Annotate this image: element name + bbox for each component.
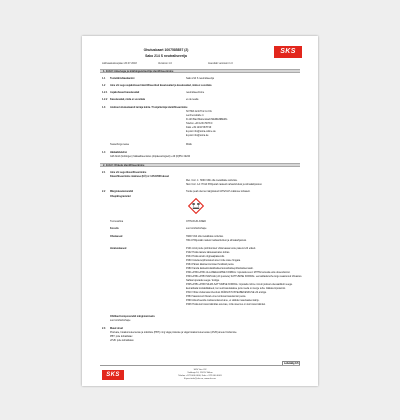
- page-number: Lehekülg 1/6: [284, 362, 299, 365]
- supplier-email[interactable]: E-post info@sotra.de: [186, 134, 209, 137]
- precaution-statement: P280 Kanda kaitsekindaid/kaitseriietust/kaitseprille/kaitsemaski.: [186, 267, 254, 270]
- emergency-label: Hädaabitelefon: [110, 151, 128, 154]
- hazard-statement: H314 Põhjustab raskeid nahasöövitusi ja silmakahjustusi.: [186, 239, 247, 242]
- row-label: Asjakohased kasutusalad: [110, 91, 140, 94]
- revision-date: Läbivaatuskuupäev 26.07.2018: [102, 62, 137, 65]
- contact-label: Teave/Kogu teave: [110, 143, 130, 146]
- precaution-statement: P305+P351+P338 SILMA SATTUMISE KORRAL: loputada mitme minuti jooksul ettevaatlikult veega.: [186, 283, 293, 286]
- sds-page: [82, 36, 318, 386]
- row-num: 2.1: [102, 171, 106, 174]
- product-name: Sako 214 S neutraliseerija: [145, 54, 187, 58]
- supplier-line: Telefon +49 1234 5678 0: [186, 122, 213, 125]
- version: Versioon 1.0: [158, 62, 172, 65]
- row-value: Sako 214 S neutraliseerija: [186, 77, 214, 80]
- precaution-statement: P310 Võtta viivitamata ühendust MÜRGISTUSTEABEKESKUSE või arstiga.: [186, 291, 267, 294]
- precaution-statement: P234 Hoida ainult originaalpakendis.: [186, 255, 225, 258]
- supplier-email[interactable]: E-post info@sotra-online.de: [186, 130, 216, 133]
- sks-footer-logo: SKS: [102, 370, 124, 380]
- emergency-phone: GIZ-Nord (Göttingen) hädaabiteenistus (ööpäevaringselt) +49 (0)551 19240: [110, 155, 191, 158]
- row-label: Klassifitseerimine määruse (EÜ) nr 1272/2008 alusel: [110, 175, 170, 178]
- row-label: Tootetähis/kaubanimi: [110, 77, 135, 80]
- footer-company: SKS Viro OÜ: [193, 369, 207, 371]
- precaution-statement: P406 Hoida korrosioonikindlas anumas, mille sisemus on korrosioonikindel.: [186, 303, 266, 306]
- hazard-statements-label: Ohulaused: [110, 235, 123, 238]
- precaution-statement: P363 Saastunud rõivad enne korduvat kasutamist pesta.: [186, 295, 246, 298]
- row-num: 1.2.1: [102, 91, 108, 94]
- section-2-heading: 2. JAGU: Ohtude identifitseerimine: [100, 163, 300, 167]
- precaution-statement: Nahka loputada veega / dušiga.: [186, 279, 220, 282]
- hazardous-components-label: Ohtlikud komponendid märgistamiseks: [110, 315, 155, 318]
- hazard-statement: H290 Võib olla metallidele söövitav.: [186, 235, 224, 238]
- row-value: Skin Corr. 1A: H314 Põhjustab raskeid nahasöövitusi ja silmakahjustusi.: [186, 183, 263, 186]
- row-label: Andmed ohutuskaardi tarnija kohta / Tootja/tarnija identifitseerimine: [110, 106, 188, 109]
- supplier-name: SOTRA GmbH & Co KG: [186, 110, 212, 113]
- precaution-statement: P303+P361+P353 NAHALE (või juustele) SATTUMISE KORRAL: eemaldada kohe kogu saastunud rõivastus.: [186, 275, 303, 278]
- corrosion-pictogram-icon: [188, 198, 204, 214]
- footer-divider: [100, 365, 300, 366]
- section-1-heading: 1. JAGU: Aine/segu ja äriühingu/ettevõtja identifitseerimine: [100, 69, 300, 73]
- row-num: 1.3: [102, 106, 106, 109]
- signal-word: OHTLIKUD AINED: [186, 220, 206, 223]
- row-num: 1.2.2: [102, 98, 108, 101]
- row-label: Märgistuselemendid: [110, 190, 134, 193]
- precaution-statement: P264 Pärast käsitsemist käed hoolikalt pesta.: [186, 263, 235, 266]
- composition-value: sool ortofosforhape: [186, 227, 207, 230]
- row-num: 1.1: [102, 77, 106, 80]
- composition-label: Koostis: [110, 227, 119, 230]
- row-label: Kasutusalad, mida ei soovitata: [110, 98, 145, 101]
- other-hazards-text: Püsivate, bioakumuleeruvate ja toksiliste (PBT) ning väga püsivate ja väga bioakumuleeruvate (vPvB) ainete hindamine.: [110, 331, 238, 334]
- vpvb-line: vPvB: pole kohaldatav: [110, 339, 134, 342]
- row-value: ei ole teada: [186, 98, 199, 101]
- row-value: Toode peab olema märgistatud GHS/CLP-määruse kohaselt.: [186, 190, 251, 193]
- supplier-line: D-123 Bad Marienstadt MERIENBERG: [186, 118, 228, 121]
- hazardous-components-value: sool ortofosforhape: [110, 319, 131, 322]
- row-num: 1.2: [102, 84, 106, 87]
- footer-contact: E-post info@sks.ee, www.sks.ee: [184, 378, 216, 380]
- footer-address: Valukoja 10, 11415 Tallinn: [187, 372, 213, 374]
- supplier-line: Lerchenstraße 4: [186, 114, 204, 117]
- precaution-statement: P390 Absorbeerida mahavoolanud aine, et vältida materiaalset kahju.: [186, 299, 260, 302]
- row-label: Aine või segu klassifitseerimine: [110, 171, 147, 174]
- row-num: 2.2: [102, 190, 106, 193]
- other-hazards-label: Muud ohud: [110, 327, 123, 330]
- contact-value: Müük: [186, 143, 192, 146]
- pbt-line: PBT: pole kohaldatav: [110, 335, 133, 338]
- row-label: Aine või segu asjakohased identifitseeritud kasutusalad ja kasutusalad, mida ei soovitata: [110, 84, 212, 87]
- precaution-statement: P102 Hoida lastele kättesaamatus kohas.: [186, 251, 230, 254]
- precaution-statement: P101 Arsti poole pöördumisel võtta kaasa toote pakend või etikett.: [186, 247, 256, 250]
- row-value: neutraliseerimine: [186, 91, 205, 94]
- row-num: 1.4: [102, 151, 106, 154]
- row-num: 2.3: [102, 327, 106, 330]
- precaution-statement: P301+P330+P331 ALLANEELAMISE KORRAL: loputada suud. MITTE kutsuda esile oksendamist.: [186, 271, 291, 274]
- document-title: Ohutuskaart 1007585857 (2): [143, 48, 189, 52]
- supplier-line: Faks +49 1234 5678 99: [186, 126, 212, 129]
- replaces-version: Asendab versiooni 1.0: [208, 62, 233, 65]
- footer-phone: Telefon +372 600 0000, Faks +372 600 0001: [178, 375, 222, 377]
- row-value: Met. Corr. 1: H290 Võib olla metallidele söövitav.: [186, 179, 238, 182]
- precaution-statement: P260 Udu/aure/pihustatud ainet mitte sisse hingata.: [186, 259, 241, 262]
- sks-logo: SKS: [274, 46, 302, 58]
- row-label: Ohupiktogrammid: [110, 195, 131, 198]
- precaution-statement: Eemaldada kontaktläätsed, kui neid kasutatakse ja kui seda on kerge teha. Jätkata loputamist.: [186, 287, 286, 290]
- signal-word-label: Tunnussõna: [110, 220, 124, 223]
- precaution-statements-label: Hoiatuslaused: [110, 247, 127, 250]
